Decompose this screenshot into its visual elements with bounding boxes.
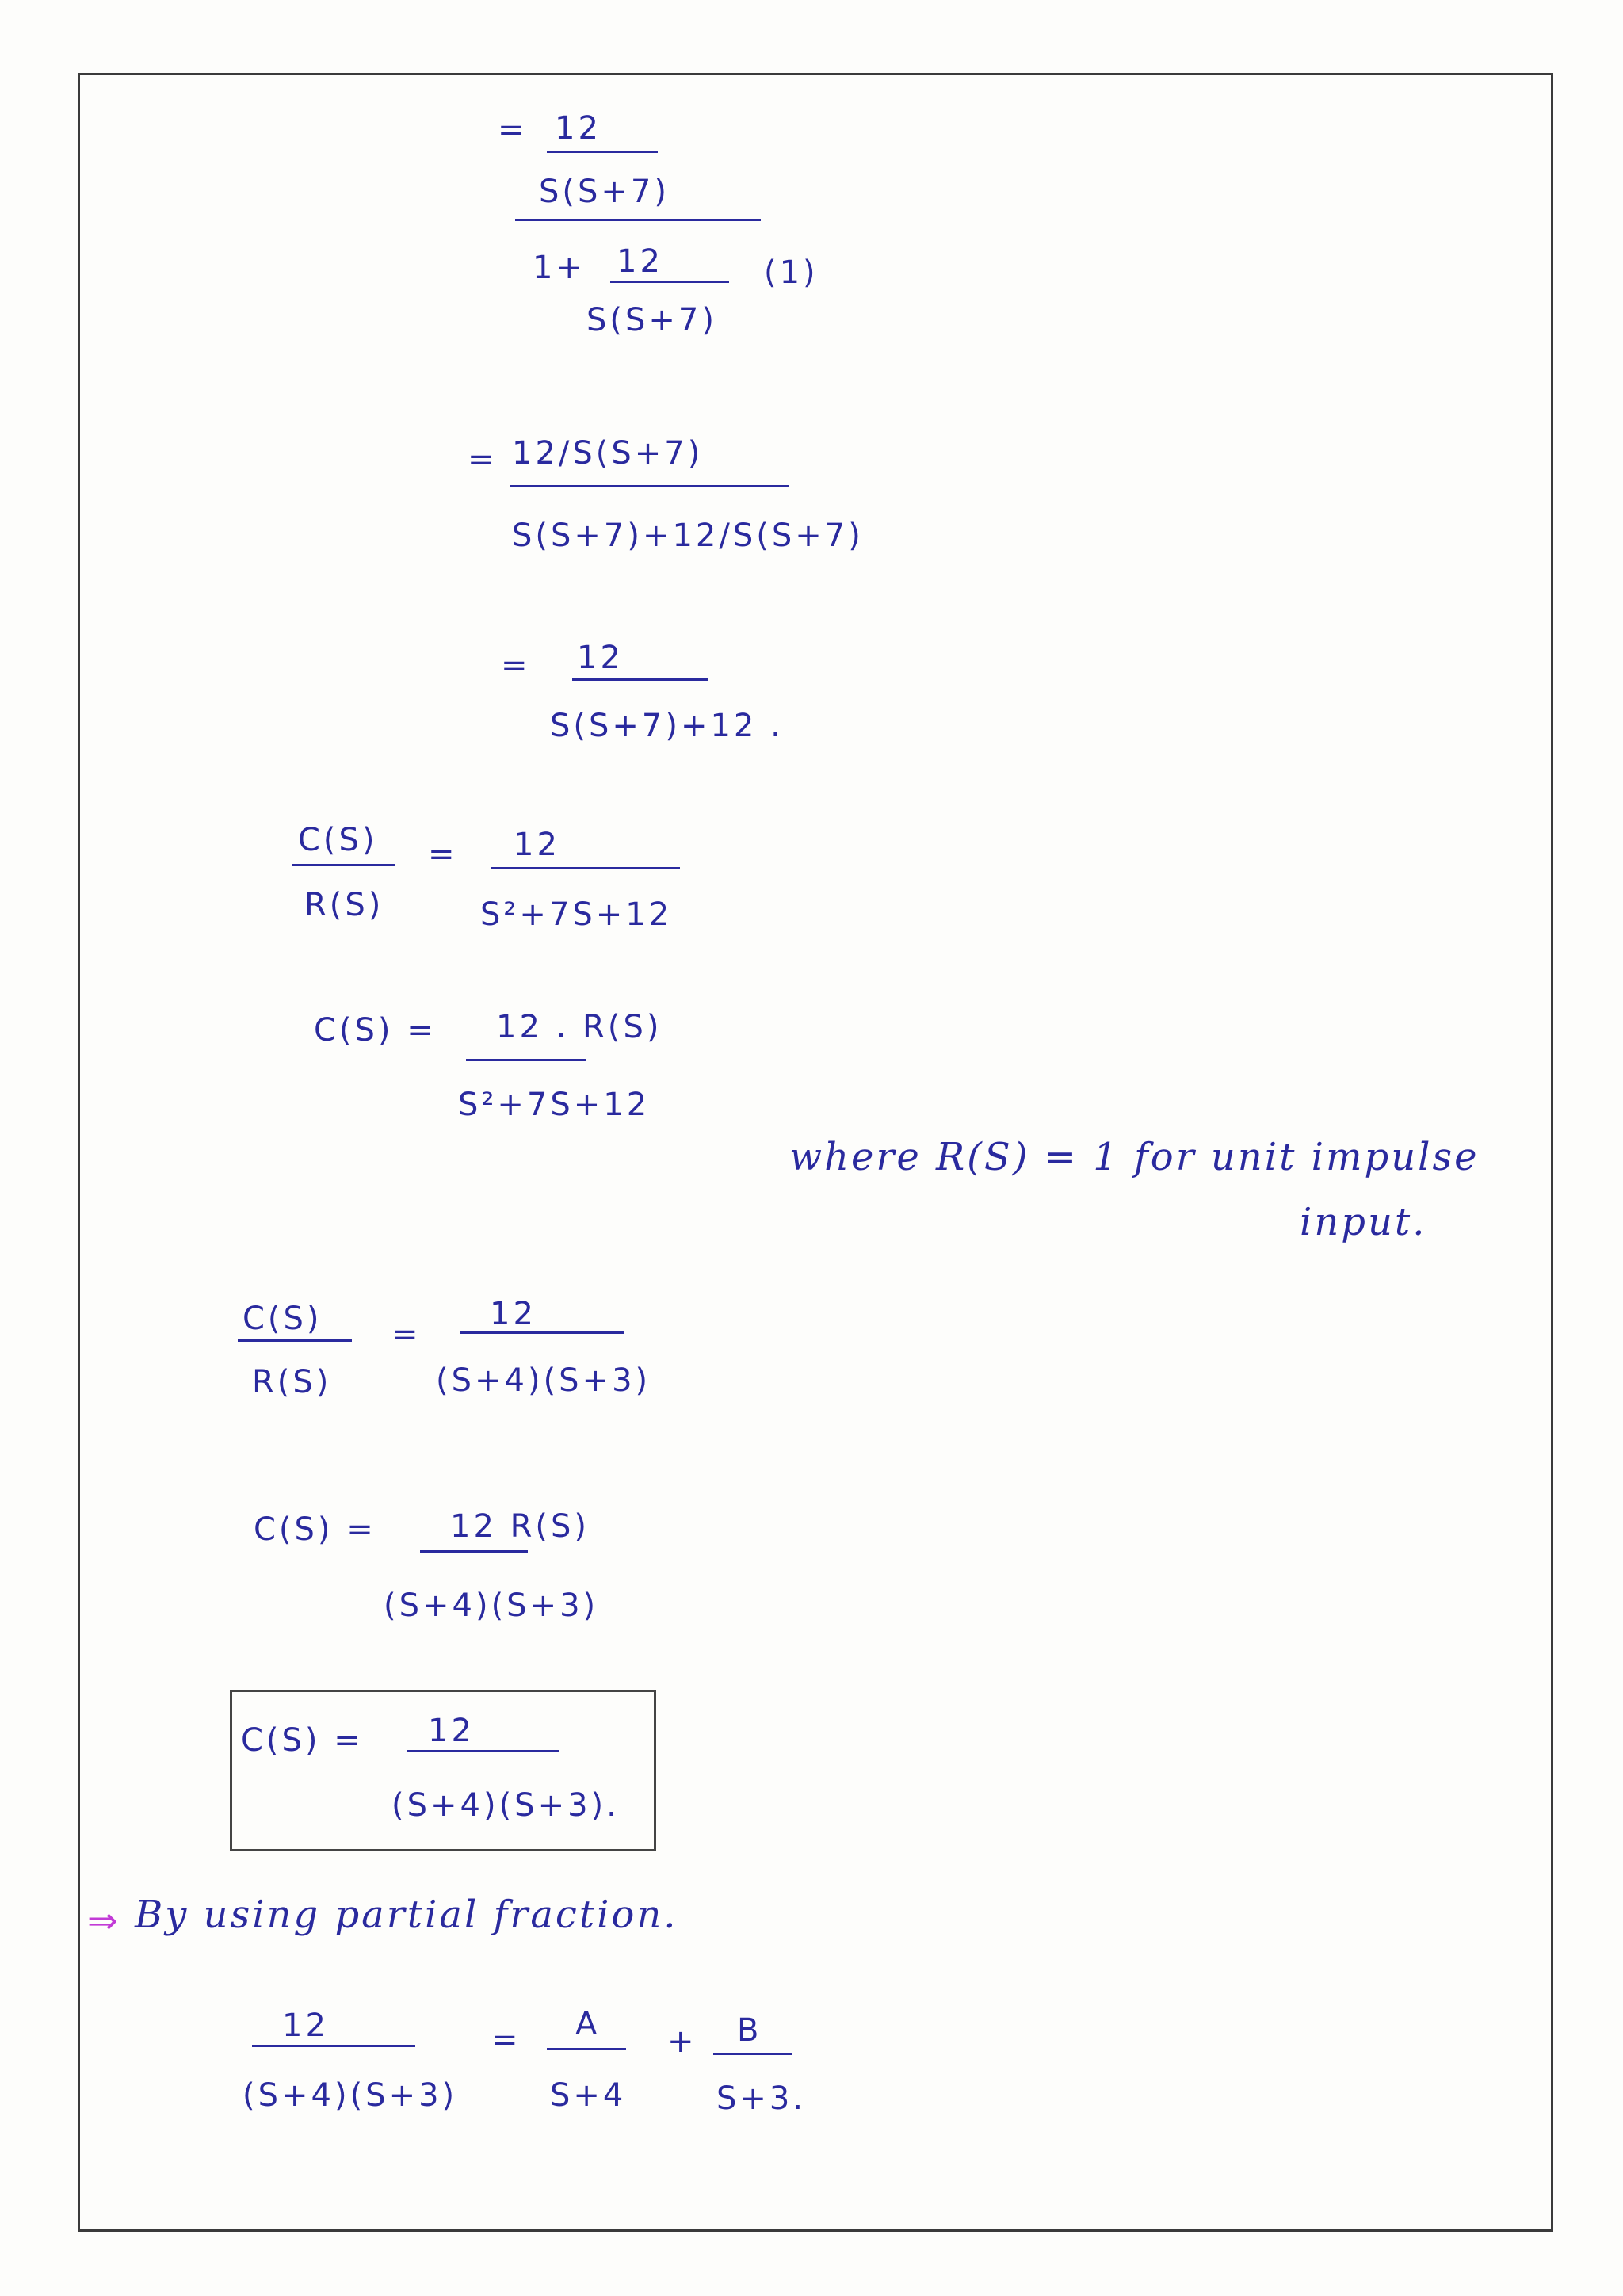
pf-lhs-rule	[252, 2045, 415, 2047]
pf-plus: +	[667, 2023, 697, 2060]
step3-num: 12	[577, 640, 624, 676]
tf2-den: (S+4)(S+3)	[436, 1362, 651, 1399]
step1-equals: =	[498, 112, 528, 148]
step1-den-den: S(S+7)	[586, 302, 717, 338]
pf-b-rule	[713, 2053, 792, 2055]
cs1-lhs: C(S) =	[314, 1012, 437, 1049]
tf1-lhs-rule	[292, 864, 395, 866]
tf1-num: 12	[514, 827, 560, 863]
pf-a-num: A	[575, 2006, 601, 2042]
cs1-den: S²+7S+12	[458, 1087, 651, 1123]
pf-a-den: S+4	[550, 2077, 627, 2114]
tf1-den: S²+7S+12	[480, 896, 673, 933]
step2-num: 12/S(S+7)	[512, 435, 704, 472]
pf-a-rule	[547, 2048, 626, 2050]
step1-inner-rule-bottom	[610, 281, 729, 283]
tf2-lhs-den: R(S)	[252, 1364, 332, 1400]
step1-den-prefix: 1+	[533, 250, 586, 286]
pf-lhs-den: (S+4)(S+3)	[242, 2077, 458, 2114]
tf2-lhs-num: C(S)	[242, 1301, 323, 1337]
tf2-num: 12	[490, 1296, 537, 1332]
pf-b-num: B	[737, 2012, 762, 2049]
boxed-lhs: C(S) =	[241, 1722, 364, 1759]
cs1-rule	[466, 1059, 586, 1061]
step2-equals: =	[468, 441, 498, 478]
pf-b-den: S+3.	[716, 2080, 807, 2117]
step1-den-num: 12	[617, 243, 663, 280]
pf-equals: =	[491, 2022, 521, 2058]
cs2-num: 12 R(S)	[450, 1508, 590, 1545]
partial-fraction-heading: By using partial fraction.	[135, 1893, 678, 1937]
tf1-rule	[491, 867, 680, 869]
pf-lhs-num: 12	[282, 2008, 329, 2044]
cs2-rule	[420, 1550, 528, 1553]
implies-arrow-icon: ⇒	[87, 1899, 121, 1942]
tf1-lhs-den: R(S)	[304, 887, 384, 923]
step1-num-den: S(S+7)	[539, 174, 670, 210]
tf2-rule	[460, 1331, 624, 1334]
step2-den: S(S+7)+12/S(S+7)	[512, 518, 864, 554]
step1-inner-rule-top	[547, 151, 658, 153]
cs2-den: (S+4)(S+3)	[384, 1587, 599, 1624]
cs1-num: 12 . R(S)	[496, 1009, 663, 1045]
cs2-lhs: C(S) =	[254, 1511, 376, 1548]
step3-den: S(S+7)+12 .	[550, 708, 784, 744]
step3-equals: =	[501, 648, 531, 684]
tf1-equals: =	[428, 836, 458, 873]
step2-rule	[510, 485, 789, 487]
impulse-note-line2: input.	[1300, 1200, 1427, 1244]
step1-num-num: 12	[555, 110, 601, 147]
boxed-rule	[407, 1750, 559, 1752]
step3-rule	[572, 678, 708, 681]
boxed-num: 12	[428, 1713, 475, 1749]
step1-main-rule	[515, 219, 761, 221]
impulse-note-line1: where R(S) = 1 for unit impulse	[789, 1135, 1480, 1179]
tf2-lhs-rule	[238, 1339, 352, 1342]
step1-den-tail: (1)	[764, 254, 819, 291]
tf2-equals: =	[391, 1316, 422, 1353]
boxed-den: (S+4)(S+3).	[391, 1787, 620, 1824]
tf1-lhs-num: C(S)	[298, 822, 378, 858]
